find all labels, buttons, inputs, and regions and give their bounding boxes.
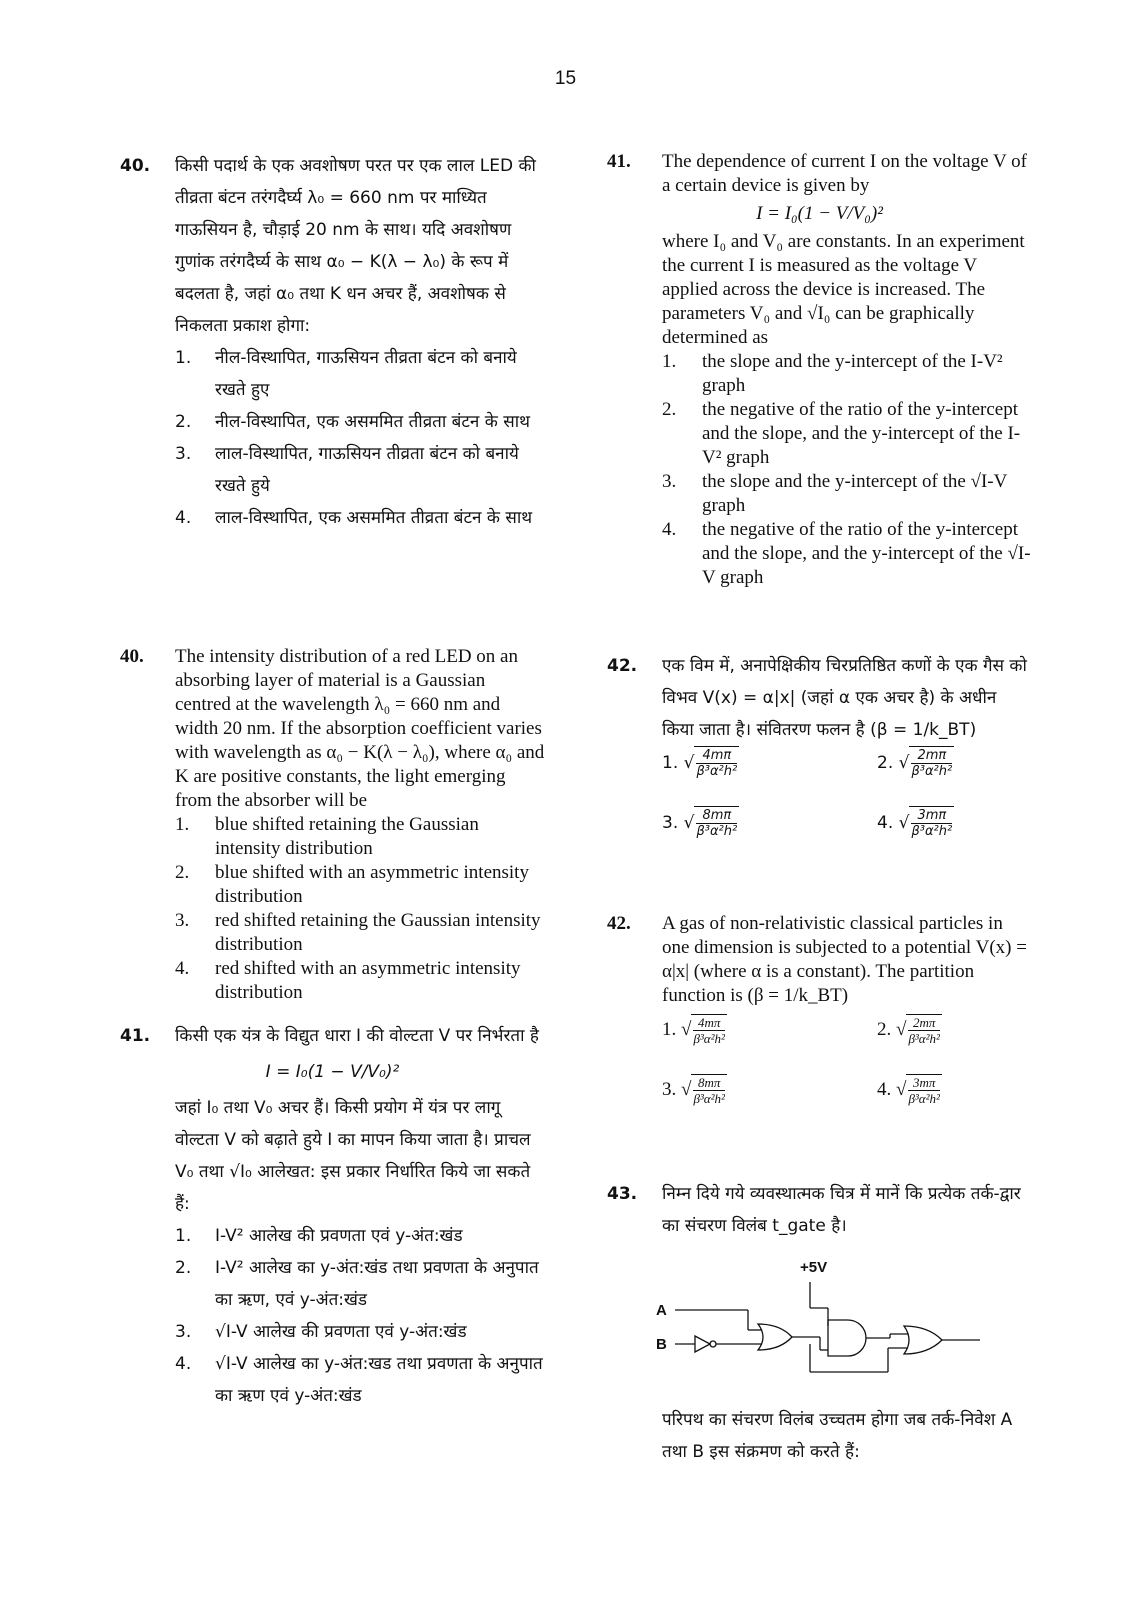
option-4: 4. √ $\frac{3m\pi}{\text{β³α²h²}}$	[877, 1075, 940, 1106]
question-text-continued: परिपथ का संचरण विलंब उच्चतम होगा जब तर्क-निवेश A तथा B इस संक्रमण को करते हैं:	[662, 1410, 1013, 1462]
question-text: A gas of non-relativistic classical particles in one dimension is subjected to a potential V(x) = α|x| (where α is a constant). The partition function is (β = 1/k_BT)	[662, 913, 1027, 1006]
options-row-2	[662, 806, 1032, 866]
option-4: 4. the negative of the ratio of the y-intercept and the slope, and the y-intercept of the √I-V graph	[662, 519, 1031, 588]
question-text: एक विम में, अनापेक्षिकीय चिरप्रतिष्ठित कणों के एक गैस को विभव V(x) = α|x| (जहां α एक अचर है) के अधीन किया जाता है। संवितरण फलन है (β = 1/k_BT)	[662, 656, 1027, 740]
option-1: 1. नील-विस्थापित, गाऊसियन तीव्रता बंटन को बनाये रखते हुए	[175, 348, 517, 400]
options-row-2	[662, 1074, 1032, 1134]
option-2: 2. √ $\frac{2m\pi}{\text{β³α²h²}}$	[877, 747, 953, 779]
input-b-label: B	[656, 1336, 667, 1353]
option-4: 4. √I-V आलेख का y-अंत:खड तथा प्रवणता के अनुपात का ऋण एवं y-अंत:खंड	[175, 1354, 543, 1406]
question-40-english	[120, 645, 545, 1005]
option-3: 3. red shifted retaining the Gaussian intensity distribution	[175, 910, 541, 955]
option-4: 4. √ $\frac{3m\pi}{\text{β³α²h²}}$	[877, 807, 953, 839]
question-number: 40.	[120, 156, 151, 176]
input-a-label: A	[656, 1302, 667, 1319]
option-3: 3. the slope and the y-intercept of the √I-V graph	[662, 471, 1008, 516]
page-number: 15	[554, 68, 577, 89]
option-2: 2. the negative of the ratio of the y-intercept and the slope, and the y-intercept of the I-V² graph	[662, 399, 1021, 468]
logic-circuit-diagram	[650, 1250, 990, 1400]
option-4: 4. लाल-विस्थापित, एक असममित तीव्रता बंटन के साथ	[175, 508, 533, 528]
equation: I = I₀(1 − V/V₀)²	[265, 1062, 400, 1082]
option-4: 4. red shifted with an asymmetric intensity distribution	[175, 958, 521, 1003]
option-3: 3. √I-V आलेख की प्रवणता एवं y-अंत:खंड	[175, 1322, 467, 1342]
question-42-hindi	[607, 650, 1032, 866]
question-number: 43.	[607, 1184, 638, 1204]
question-43-hindi	[607, 1178, 1032, 1242]
option-1: 1. I-V² आलेख की प्रवणता एवं y-अंत:खंड	[175, 1226, 463, 1246]
question-text-continued: जहां I₀ तथा V₀ अचर हैं। किसी प्रयोग में यंत्र पर लागू वोल्टता V को बढ़ाते हुये I का मापन किया जाता है। प्राचल V₀ तथा √I₀ आलेखत: इस प्रकार निर्धारित किये जा सकते हैं:	[175, 1098, 531, 1214]
option-2: 2. I-V² आलेख का y-अंत:खंड तथा प्रवणता के अनुपात का ऋण, एवं y-अंत:खंड	[175, 1258, 539, 1310]
question-41-english	[607, 150, 1032, 590]
option-1: 1. the slope and the y-intercept of the I-V² graph	[662, 351, 1003, 396]
option-1: 1. √ $\frac{4m\pi}{\text{β³α²h²}}$	[662, 1015, 725, 1046]
question-text: किसी पदार्थ के एक अवशोषण परत पर एक लाल LED की तीव्रता बंटन तरंगदैर्घ्य λ₀ = 660 nm पर माध्यित गाऊसियन है, चौड़ाई 20 nm के साथ। यदि अवशोषण गुणांक तरंगदैर्घ्य के साथ α₀ − K(λ − λ₀) के रूप में बदलता है, जहां α₀ तथा K धन अचर हैं, अवशोषक से निकलता प्रकाश होगा:	[175, 156, 536, 336]
option-1: 1. √ $\frac{4m\pi}{\text{β³α²h²}}$	[662, 747, 738, 779]
question-42-english	[607, 912, 1032, 1134]
question-number: 40.	[120, 646, 144, 667]
question-number: 41.	[120, 1026, 151, 1046]
question-41-hindi	[120, 1020, 545, 1412]
supply-label: +5V	[800, 1259, 828, 1276]
options-row-1	[662, 746, 1032, 806]
question-number: 41.	[607, 151, 631, 172]
option-3: 3. √ $\frac{8m\pi}{\text{β³α²h²}}$	[662, 807, 738, 839]
options-row-1	[662, 1014, 1032, 1074]
question-40-hindi	[120, 150, 545, 534]
question-number: 42.	[607, 656, 638, 676]
question-number: 42.	[607, 913, 631, 934]
question-text: निम्न दिये गये व्यवस्थात्मक चित्र में मानें कि प्रत्येक तर्क-द्वार का संचरण विलंब t_gate है।	[662, 1184, 1021, 1236]
question-text: The dependence of current I on the voltage V of a certain device is given by	[662, 151, 1027, 196]
option-3: 3. लाल-विस्थापित, गाऊसियन तीव्रता बंटन को बनाये रखते हुये	[175, 444, 519, 496]
option-3: 3. √ $\frac{8m\pi}{\text{β³α²h²}}$	[662, 1075, 725, 1106]
equation: I = I₀(1 − V/V₀)²	[756, 203, 883, 224]
question-text-continued: where I₀ and V₀ are constants. In an experiment the current I is measured as the voltage V applied across the device is increased. The parameters V₀ and √I₀ can be graphically determined as	[662, 231, 1025, 348]
question-text: The intensity distribution of a red LED on an absorbing layer of material is a Gaussian centred at the wavelength λ₀ = 660 nm and width 20 nm. If the absorption coefficient varies with wavelength as α₀ − K(λ − λ₀), where α₀ and K are positive constants, the light emerging from the absorber will be	[175, 646, 545, 811]
question-43-hindi-continued	[607, 1404, 1032, 1468]
option-2: 2. √ $\frac{2m\pi}{\text{β³α²h²}}$	[877, 1015, 940, 1046]
option-2: 2. नील-विस्थापित, एक असममित तीव्रता बंटन के साथ	[175, 412, 530, 432]
option-2: 2. blue shifted with an asymmetric intensity distribution	[175, 862, 529, 907]
option-1: 1. blue shifted retaining the Gaussian intensity distribution	[175, 814, 479, 859]
question-text: किसी एक यंत्र के विद्युत धारा I की वोल्टता V पर निर्भरता है	[175, 1026, 539, 1046]
